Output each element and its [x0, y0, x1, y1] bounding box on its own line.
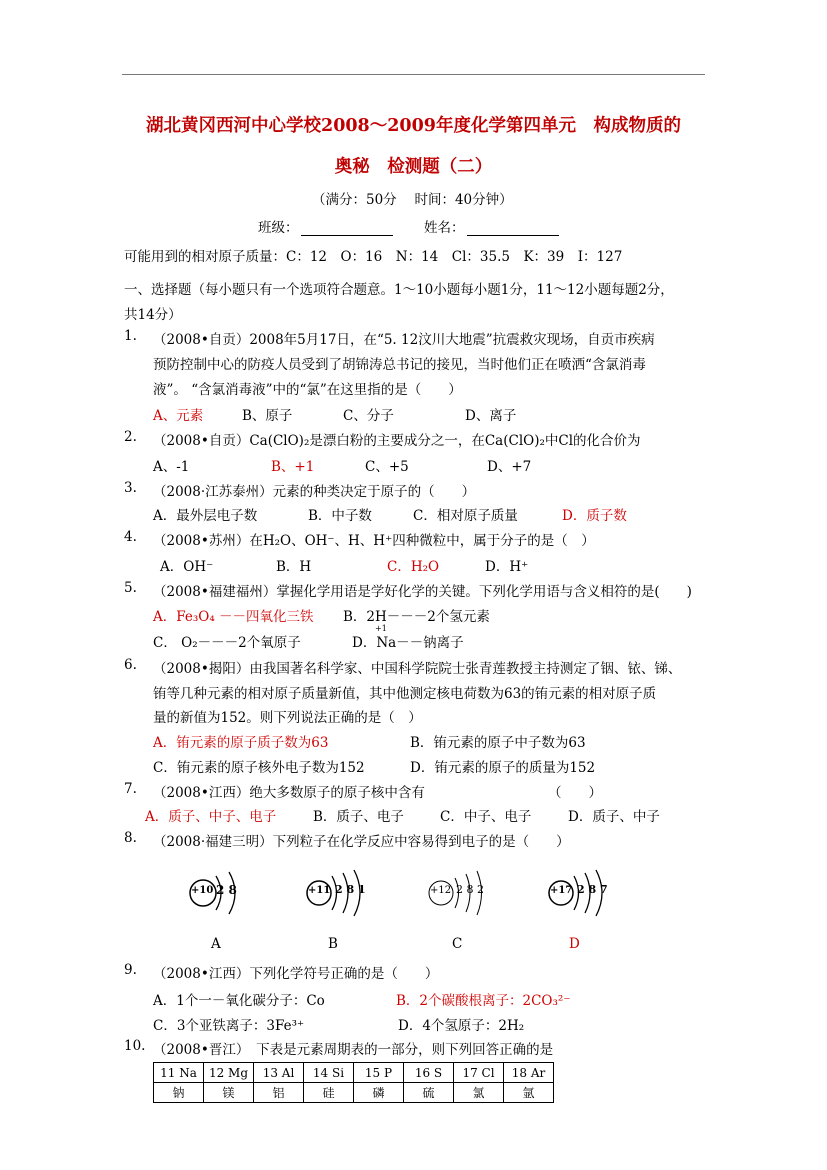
- q3-option-a: A．最外层电子数: [153, 508, 258, 524]
- table-cell: 18 Ar: [504, 1063, 554, 1083]
- q5-option-b: B．2H－－－2个氢元素: [343, 609, 490, 625]
- table-cell: 铝: [254, 1083, 304, 1103]
- q1-option-d: D、离子: [465, 408, 517, 424]
- q5-option-c: C． O₂－－－2个氧原子: [153, 635, 301, 651]
- nucleus-label: +10: [191, 885, 214, 896]
- atom-diagram-c: [426, 868, 496, 918]
- shell-electrons: 2 8 7: [577, 883, 608, 896]
- shell-electrons: 2 8 2: [456, 883, 484, 896]
- table-cell: 磷: [354, 1083, 404, 1103]
- name-label: 姓名：: [424, 220, 465, 236]
- atom-diagram-b: [306, 868, 376, 918]
- q5-option-d: D．Na－－钠离子: [352, 635, 464, 651]
- q8-option-d: D: [569, 936, 580, 952]
- q1-option-a: A、元素: [153, 408, 204, 424]
- q4-option-a: A．OH⁻: [160, 559, 214, 575]
- page-title-line2: 奥秘 检测题（二）: [334, 157, 493, 177]
- atom-diagram-d: [548, 868, 618, 918]
- section-header: 一、选择题（每小题只有一个选项符合题意。1～10小题每小题1分，11～12小题每题2分，: [124, 282, 674, 298]
- q3-option-c: C．相对原子质量: [413, 508, 518, 524]
- q7-number: 7.: [124, 781, 137, 797]
- table-cell: 15 P: [354, 1063, 404, 1083]
- table-cell: 13 Al: [254, 1063, 304, 1083]
- periodic-table-fragment: [153, 1062, 554, 1103]
- q7-option-a: A．质子、中子、电子: [145, 809, 277, 825]
- q6-option-b: B．铕元素的原子中子数为63: [410, 735, 586, 751]
- q6-number: 6.: [124, 657, 137, 673]
- q6-text: 铕等几种元素的相对原子质量新值，其中他测定核电荷数为63的铕元素的相对原子质: [153, 686, 657, 702]
- q8-text: （2008·福建三明）下列粒子在化学反应中容易得到电子的是（ ）: [153, 834, 570, 850]
- section-header-cont: 共14分）: [124, 307, 182, 323]
- q7-option-b: B．质子、电子: [313, 809, 404, 825]
- q2-text: （2008•自贡）Ca(ClO)₂是漂白粉的主要成分之一，在Ca(ClO)₂中Cl的化合价为: [153, 433, 641, 449]
- name-field[interactable]: [424, 216, 559, 236]
- nucleus-label: +11: [308, 885, 331, 896]
- q7-option-d: D．质子、中子: [568, 809, 660, 825]
- q5-option-a: A．Fe₃O₄ －－四氧化三铁: [153, 609, 314, 625]
- q8-option-b: B: [328, 936, 338, 952]
- q4-option-c: C．H₂O: [387, 559, 440, 575]
- q1-option-b: B、原子: [242, 408, 293, 424]
- table-cell: 硅: [304, 1083, 354, 1103]
- q4-number: 4.: [124, 529, 137, 545]
- table-cell: 12 Mg: [204, 1063, 254, 1083]
- table-row: [154, 1063, 554, 1083]
- q4-text: （2008•苏州）在H₂O、OH⁻、H、H⁺四种微粒中，属于分子的是（ ）: [153, 533, 595, 549]
- table-cell: 硫: [404, 1083, 454, 1103]
- q3-option-b: B．中子数: [308, 508, 372, 524]
- q9-option-d: D．4个氢原子：2H₂: [398, 1018, 525, 1034]
- q8-number: 8.: [124, 830, 137, 846]
- atom-diagram-a: [186, 868, 256, 918]
- q9-option-c: C．3个亚铁离子：3Fe³⁺: [153, 1018, 305, 1034]
- table-cell: 16 S: [404, 1063, 454, 1083]
- q1-text: 预防控制中心的防疫人员受到了胡锦涛总书记的接见，当时他们正在喷洒“含氯消毒: [153, 357, 646, 373]
- q8-option-c: C: [452, 936, 463, 952]
- q1-number: 1.: [124, 328, 137, 344]
- q4-option-d: D．H⁺: [485, 559, 529, 575]
- class-field[interactable]: [258, 216, 393, 236]
- q1-option-c: C、分子: [343, 408, 394, 424]
- table-cell: 14 Si: [304, 1063, 354, 1083]
- table-cell: 17 Cl: [454, 1063, 504, 1083]
- q2-number: 2.: [124, 429, 137, 445]
- q4-option-b: B．H: [276, 559, 312, 575]
- q1-text: （2008•自贡）2008年5月17日，在“5. 12汶川大地震”抗震救灾现场，自贡市疾病: [153, 332, 655, 348]
- q2-option-b: B、+1: [271, 459, 315, 475]
- q8-option-a: A: [211, 936, 221, 952]
- name-blank[interactable]: [467, 223, 559, 236]
- q9-option-b: B．2个碳酸根离子：2CO₃²⁻: [396, 993, 571, 1009]
- table-row: [154, 1083, 554, 1103]
- table-cell: 氩: [504, 1083, 554, 1103]
- shell-electrons: 2 8: [216, 883, 237, 897]
- page-title-line1: 湖北黄冈西河中心学校2008～2009年度化学第四单元 构成物质的: [146, 116, 681, 136]
- q9-text: （2008•江西）下列化学符号正确的是（ ）: [153, 966, 439, 982]
- q2-option-d: D、+7: [487, 459, 532, 475]
- class-label: 班级：: [258, 220, 299, 236]
- header-rule: [122, 74, 705, 75]
- q6-option-c: C．铕元素的原子核外电子数为152: [153, 760, 365, 776]
- q3-option-d: D．质子数: [562, 508, 627, 524]
- q10-text: （2008•晋江） 下表是元素周期表的一部分，则下列回答正确的是: [153, 1042, 554, 1058]
- q3-number: 3.: [124, 480, 137, 496]
- q5-text: （2008•福建福州）掌握化学用语是学好化学的关键。下列化学用语与含义相符的是( ): [153, 584, 692, 600]
- q6-text: （2008•揭阳）由我国著名科学家、中国科学院院士张青莲教授主持测定了铟、铱、锑、: [153, 661, 682, 677]
- q9-option-a: A．1个一－氧化碳分子：Co: [153, 993, 325, 1009]
- q3-text: （2008·江苏泰州）元素的种类决定于原子的（ ）: [153, 484, 476, 500]
- q5-option-d-charge: +1: [375, 624, 387, 633]
- q2-option-a: A、-1: [153, 459, 190, 475]
- q1-text: 液”。 “含氯消毒液”中的“氯”在这里指的是（ ）: [153, 382, 462, 398]
- shell-electrons: 2 8 1: [335, 883, 366, 896]
- q5-number: 5.: [124, 580, 137, 596]
- nucleus-label: +17: [550, 885, 573, 896]
- table-cell: 钠: [154, 1083, 204, 1103]
- q10-number: 10.: [124, 1038, 146, 1054]
- table-cell: 氯: [454, 1083, 504, 1103]
- q2-option-c: C、+5: [365, 459, 409, 475]
- q6-option-d: D．铕元素的原子的质量为152: [410, 760, 596, 776]
- atomic-mass-info: 可能用到的相对原子质量：C：12 O：16 N：14 Cl：35.5 K：39 I：127: [124, 249, 623, 265]
- q9-number: 9.: [124, 962, 137, 978]
- q6-option-a: A．铕元素的原子质子数为63: [153, 735, 329, 751]
- q7-text: （2008•江西）绝大多数原子的原子核中含有: [153, 785, 425, 801]
- q7-answer-paren: （ ）: [548, 785, 602, 801]
- class-blank[interactable]: [301, 223, 393, 236]
- table-cell: 镁: [204, 1083, 254, 1103]
- score-info: （满分：50分 时间：40分钟）: [312, 192, 513, 208]
- q6-text: 量的新值为152。则下列说法正确的是（ ）: [153, 710, 422, 726]
- nucleus-label: +12: [430, 885, 452, 896]
- table-cell: 11 Na: [154, 1063, 204, 1083]
- q7-option-c: C．中子、电子: [440, 809, 532, 825]
